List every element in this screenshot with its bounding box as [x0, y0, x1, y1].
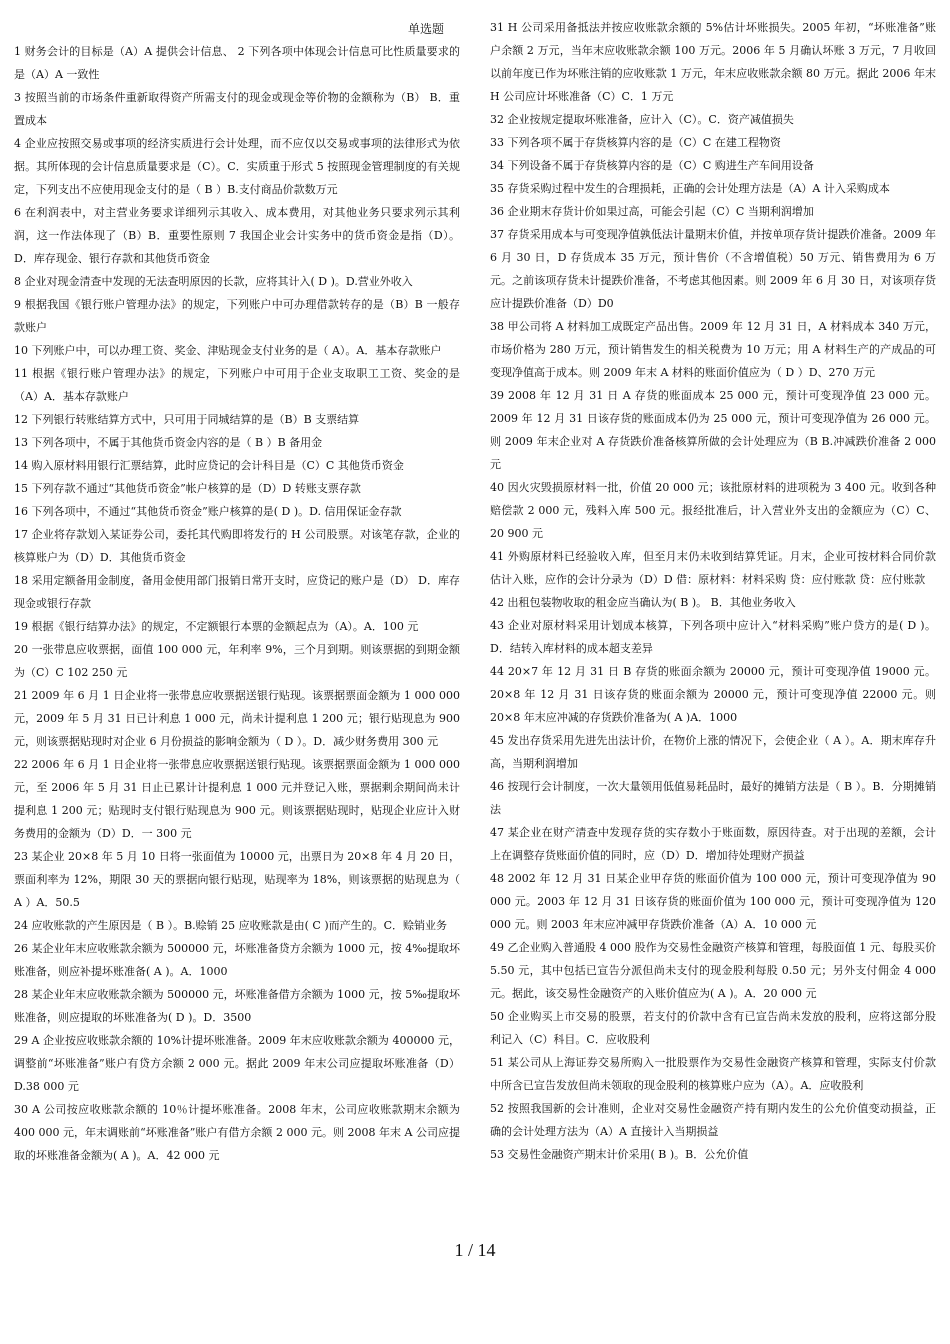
question-item: 10 下列账户中，可以办理工资、奖金、津贴现金支付业务的是（ A）。A．基本存款账户 — [14, 344, 442, 357]
question-item: 19 根据《银行结算办法》的规定，不定额银行本票的金额起点为（A）。A．100 元 — [14, 620, 419, 633]
question-item: 14 购入原材料用银行汇票结算，此时应贷记的会计科目是（C）C 其他货币资金 — [14, 459, 404, 472]
question-item: 47 某企业在财产清查中发现存货的实存数小于账面数，原因待查。对于出现的差额，会计上在调整存货账面价值的同时，应（D）D．增加待处理财产损益 — [490, 826, 936, 862]
page-title: 单选题 — [408, 22, 445, 36]
question-item: 20 一张带息应收票据，面值 100 000 元，年利率 9%，三个月到期。则该票据的到期金额为（C）C 102 250 元 — [14, 643, 460, 679]
question-item: 36 企业期末存货计价如果过高，可能会引起（C）C 当期利润增加 — [490, 205, 814, 218]
question-item: 30 A 公司按应收账款余额的 10％计提坏账准备。2008 年末，公司应收账款期末余额为 400 000 元，年末调账前“坏账准备”账户有借方余额 2 000 元。则 2008 年末 A 公司应提取的坏账准备金额为( A )。A．42 000 元 — [14, 1103, 460, 1162]
question-item: 11 根据《银行账户管理办法》的规定，下列账户中可用于企业支取职工工资、奖金的是（A）A．基本存款账户 — [14, 367, 460, 403]
question-item: 33 下列各项不属于存货核算内容的是（C）C 在建工程物资 — [490, 136, 781, 149]
question-item: 12 下列银行转账结算方式中，只可用于同城结算的是（B）B 支票结算 — [14, 413, 360, 426]
question-item: 17 企业将存款划入某证券公司，委托其代购即将发行的 H 公司股票。对该笔存款，企业的核算账户为（D）D．其他货币资金 — [14, 528, 460, 564]
question-item: 16 下列各项中，不通过“其他货币资金”账户核算的是( D )。D. 信用保证金存款 — [14, 505, 402, 518]
question-item: 9 根据我国《银行账户管理办法》的规定，下列账户中可办理借款转存的是（B）B 一般存款账户 — [14, 298, 460, 334]
question-item: 39 2008 年 12 月 31 日 A 存货的账面成本 25 000 元，预计可变现净值 23 000 元。2009 年 12 月 31 日该存货的账面成本仍为 25 000 元，预计可变现净值为 26 000 元。则 2009 年末企业对 A 存货跌价准备核算所做的会计处理应为（B B.冲减跌价准备 2 000 元 — [490, 389, 936, 471]
question-item: 35 存货采购过程中发生的合理损耗，正确的会计处理方法是（A）A 计入采购成本 — [490, 182, 890, 195]
right-column — [490, 16, 936, 1166]
question-item: 40 因火灾毁损原材料一批，价值 20 000 元；该批原材料的进项税为 3 400 元。收到各种赔偿款 2 000 元，残料入库 500 元。报经批准后，计入营业外支出的金额应为（C）C、20 900 元 — [490, 481, 936, 540]
left-column — [14, 40, 460, 1167]
question-item: 21 2009 年 6 月 1 日企业将一张带息应收票据送银行贴现。该票据票面金额为 1 000 000 元，2009 年 5 月 31 日已计利息 1 000 元，尚未计提利息 1 200 元；银行贴现息为 900 元，则该票据贴现时对企业 6 月份损益的影响金额为（ D ）。D．减少财务费用 300 元 — [14, 689, 460, 748]
question-item: 28 某企业年末应收账款余额为 500000 元，坏账准备借方余额为 1000 元，按 5‰提取坏账准备，则应提取的坏账准备为( D )。D．3500 — [14, 988, 460, 1024]
question-item: 4 企业应按照交易或事项的经济实质进行会计处理，而不应仅以交易或事项的法律形式为依据。其所体现的会计信息质量要求是（C）。C．实质重于形式 5 按照现金管理制度的有关规定，下列支出不应使用现金支付的是（ B ）B.支付商品价款数万元 — [14, 137, 460, 196]
question-item: 51 某公司从上海证券交易所购入一批股票作为交易性金融资产核算和管理，实际支付价款中所含已宣告发放但尚未领取的现金股利的核算账户应为（A）。A．应收股利 — [490, 1056, 936, 1092]
question-item: 38 甲公司将 A 材料加工成既定产品出售。2009 年 12 月 31 日，A 材料成本 340 万元，市场价格为 280 万元，预计销售发生的相关税费为 10 万元；用 A 材料生产的产成品的可变现净值高于成本。则 2009 年末 A 材料的账面价值应为（ D ）D、270 万元 — [490, 320, 936, 379]
question-item: 50 企业购买上市交易的股票，若支付的价款中含有已宣告尚未发放的股利，应将这部分股利记入（C）科目。C．应收股利 — [490, 1010, 936, 1046]
question-item: 53 交易性金融资产期末计价采用( B )。B．公允价值 — [490, 1148, 749, 1161]
question-item: 45 发出存货采用先进先出法计价，在物价上涨的情况下，会使企业（ A ）。A．期末库存升高，当期利润增加 — [490, 734, 936, 770]
question-item: 1 财务会计的目标是（A）A 提供会计信息、 2 下列各项中体现会计信息可比性质量要求的是（A）A 一致性 — [14, 45, 460, 81]
question-item: 8 企业对现金清查中发现的无法查明原因的长款，应将其计入( D )。D.营业外收入 — [14, 275, 413, 288]
question-item: 46 按现行会计制度，一次大量领用低值易耗品时，最好的摊销方法是（ B ）。B．分期摊销法 — [490, 780, 936, 816]
question-item: 32 企业按规定提取坏账准备，应计入（C）。C．资产减值损失 — [490, 113, 794, 126]
question-item: 29 A 企业按应收账款余额的 10%计提坏账准备。2009 年末应收账款余额为 400000 元，调整前“坏账准备”账户有贷方余额 2 000 元。据此 2009 年末公司应提取坏账准备（D）D.38 000 元 — [14, 1034, 460, 1093]
question-item: 23 某企业 20×8 年 5 月 10 日将一张面值为 10000 元，出票日为 20×8 年 4 月 20 日，票面利率为 12%，期限 30 天的票据向银行贴现，贴现率为 18%，则该票据的贴现息为（ A ）A．50.5 — [14, 850, 460, 909]
question-item: 18 采用定额备用金制度，备用金使用部门报销日常开支时，应贷记的账户是（D） D．库存现金或银行存款 — [14, 574, 460, 610]
question-item: 43 企业对原材料采用计划成本核算，下列各项中应计入“材料采购”账户贷方的是( D )。D．结转入库材料的成本超支差异 — [490, 619, 936, 655]
question-item: 3 按照当前的市场条件重新取得资产所需支付的现金或现金等价物的金额称为（B） B．重置成本 — [14, 91, 460, 127]
question-item: 31 H 公司采用备抵法并按应收账款余额的 5%估计坏账损失。2005 年初，“坏账准备”账户余额 2 万元，当年末应收账款余额 100 万元。2006 年 5 月确认坏账 3 万元，7 月收回以前年度已作为坏账注销的应收账款 1 万元，年末应收账款余额 80 万元。据此 2006 年末 H 公司应计坏账准备（C）C．1 万元 — [490, 21, 936, 103]
question-item: 13 下列各项中，不属于其他货币资金内容的是（ B ）B 备用金 — [14, 436, 323, 449]
question-item: 42 出租包装物收取的租金应当确认为( B )。 B．其他业务收入 — [490, 596, 796, 609]
question-item: 52 按照我国新的会计准则，企业对交易性金融资产持有期内发生的公允价值变动损益，正确的会计处理方法为（A）A 直接计入当期损益 — [490, 1102, 936, 1138]
question-item: 37 存货采用成本与可变现净值孰低法计量期末价值，并按单项存货计提跌价准备。2009 年 6 月 30 日，D 存货成本 35 万元，预计售价（不含增值税）50 万元、销售费用为 6 万元。之前该项存货未计提跌价准备，不考虑其他因素。则 2009 年 6 月 30 日，对该项存货应计提跌价准备（D）D0 — [490, 228, 936, 310]
question-item: 41 外购原材料已经验收入库，但至月末仍未收到结算凭证。月末，企业可按材料合同价款估计入账，应作的会计分录为（D）D 借：原材料：材料采购 贷：应付账款 贷：应付账款 — [490, 550, 936, 586]
question-item: 44 20×7 年 12 月 31 日 B 存货的账面余额为 20000 元，预计可变现净值 19000 元。20×8 年 12 月 31 日该存货的账面余额为 20000 元，预计可变现净值 22000 元。则 20×8 年末应冲减的存货跌价准备为( A )A．1000 — [490, 665, 936, 724]
question-item: 6 在利润表中，对主营业务要求详细列示其收入、成本费用，对其他业务只要求列示其利润，这一作法体现了（B）B．重要性原则 7 我国企业会计实务中的货币资金是指（D）。D．库存现金、银行存款和其他货币资金 — [14, 206, 460, 265]
question-item: 34 下列设备不属于存货核算内容的是（C）C 购进生产车间用设备 — [490, 159, 814, 172]
page-number: 1 / 14 — [454, 1240, 496, 1260]
question-item: 24 应收账款的产生原因是（ B ）。B.赊销 25 应收账款是由( C )而产生的。C．赊销业务 — [14, 919, 448, 932]
question-item: 22 2006 年 6 月 1 日企业将一张带息应收票据送银行贴现。该票据票面金额为 1 000 000 元，至 2006 年 5 月 31 日止已累计计提利息 1 000 元并登记入账，票据剩余期间尚未计提利息 1 200 元；贴现时支付银行贴现息为 900 元。则该票据贴现时，贴现企业应计入财务费用的金额为（D）D．一 300 元 — [14, 758, 460, 840]
question-item: 15 下列存款不通过“其他货币资金”帐户核算的是（D）D 转账支票存款 — [14, 482, 361, 495]
question-item: 48 2002 年 12 月 31 日某企业甲存货的账面价值为 100 000 元，预计可变现净值为 90 000 元。2003 年 12 月 31 日该存货的账面价值为 100 000 元，预计可变现净值为 120 000 元。则 2003 年末应冲减甲存货跌价准备（A）A．10 000 元 — [490, 872, 936, 931]
question-item: 49 乙企业购入普通股 4 000 股作为交易性金融资产核算和管理，每股面值 1 元、每股买价 5.50 元，其中包括已宣告分派但尚未支付的现金股利每股 0.50 元；另外支付佣金 4 000 元。据此，该交易性金融资产的入账价值应为( A )。A．20 000 元 — [490, 941, 936, 1000]
question-item: 26 某企业年末应收账款余额为 500000 元，坏账准备贷方余额为 1000 元，按 4‰提取坏账准备，则应补提坏账准备( A )。A．1000 — [14, 942, 460, 978]
